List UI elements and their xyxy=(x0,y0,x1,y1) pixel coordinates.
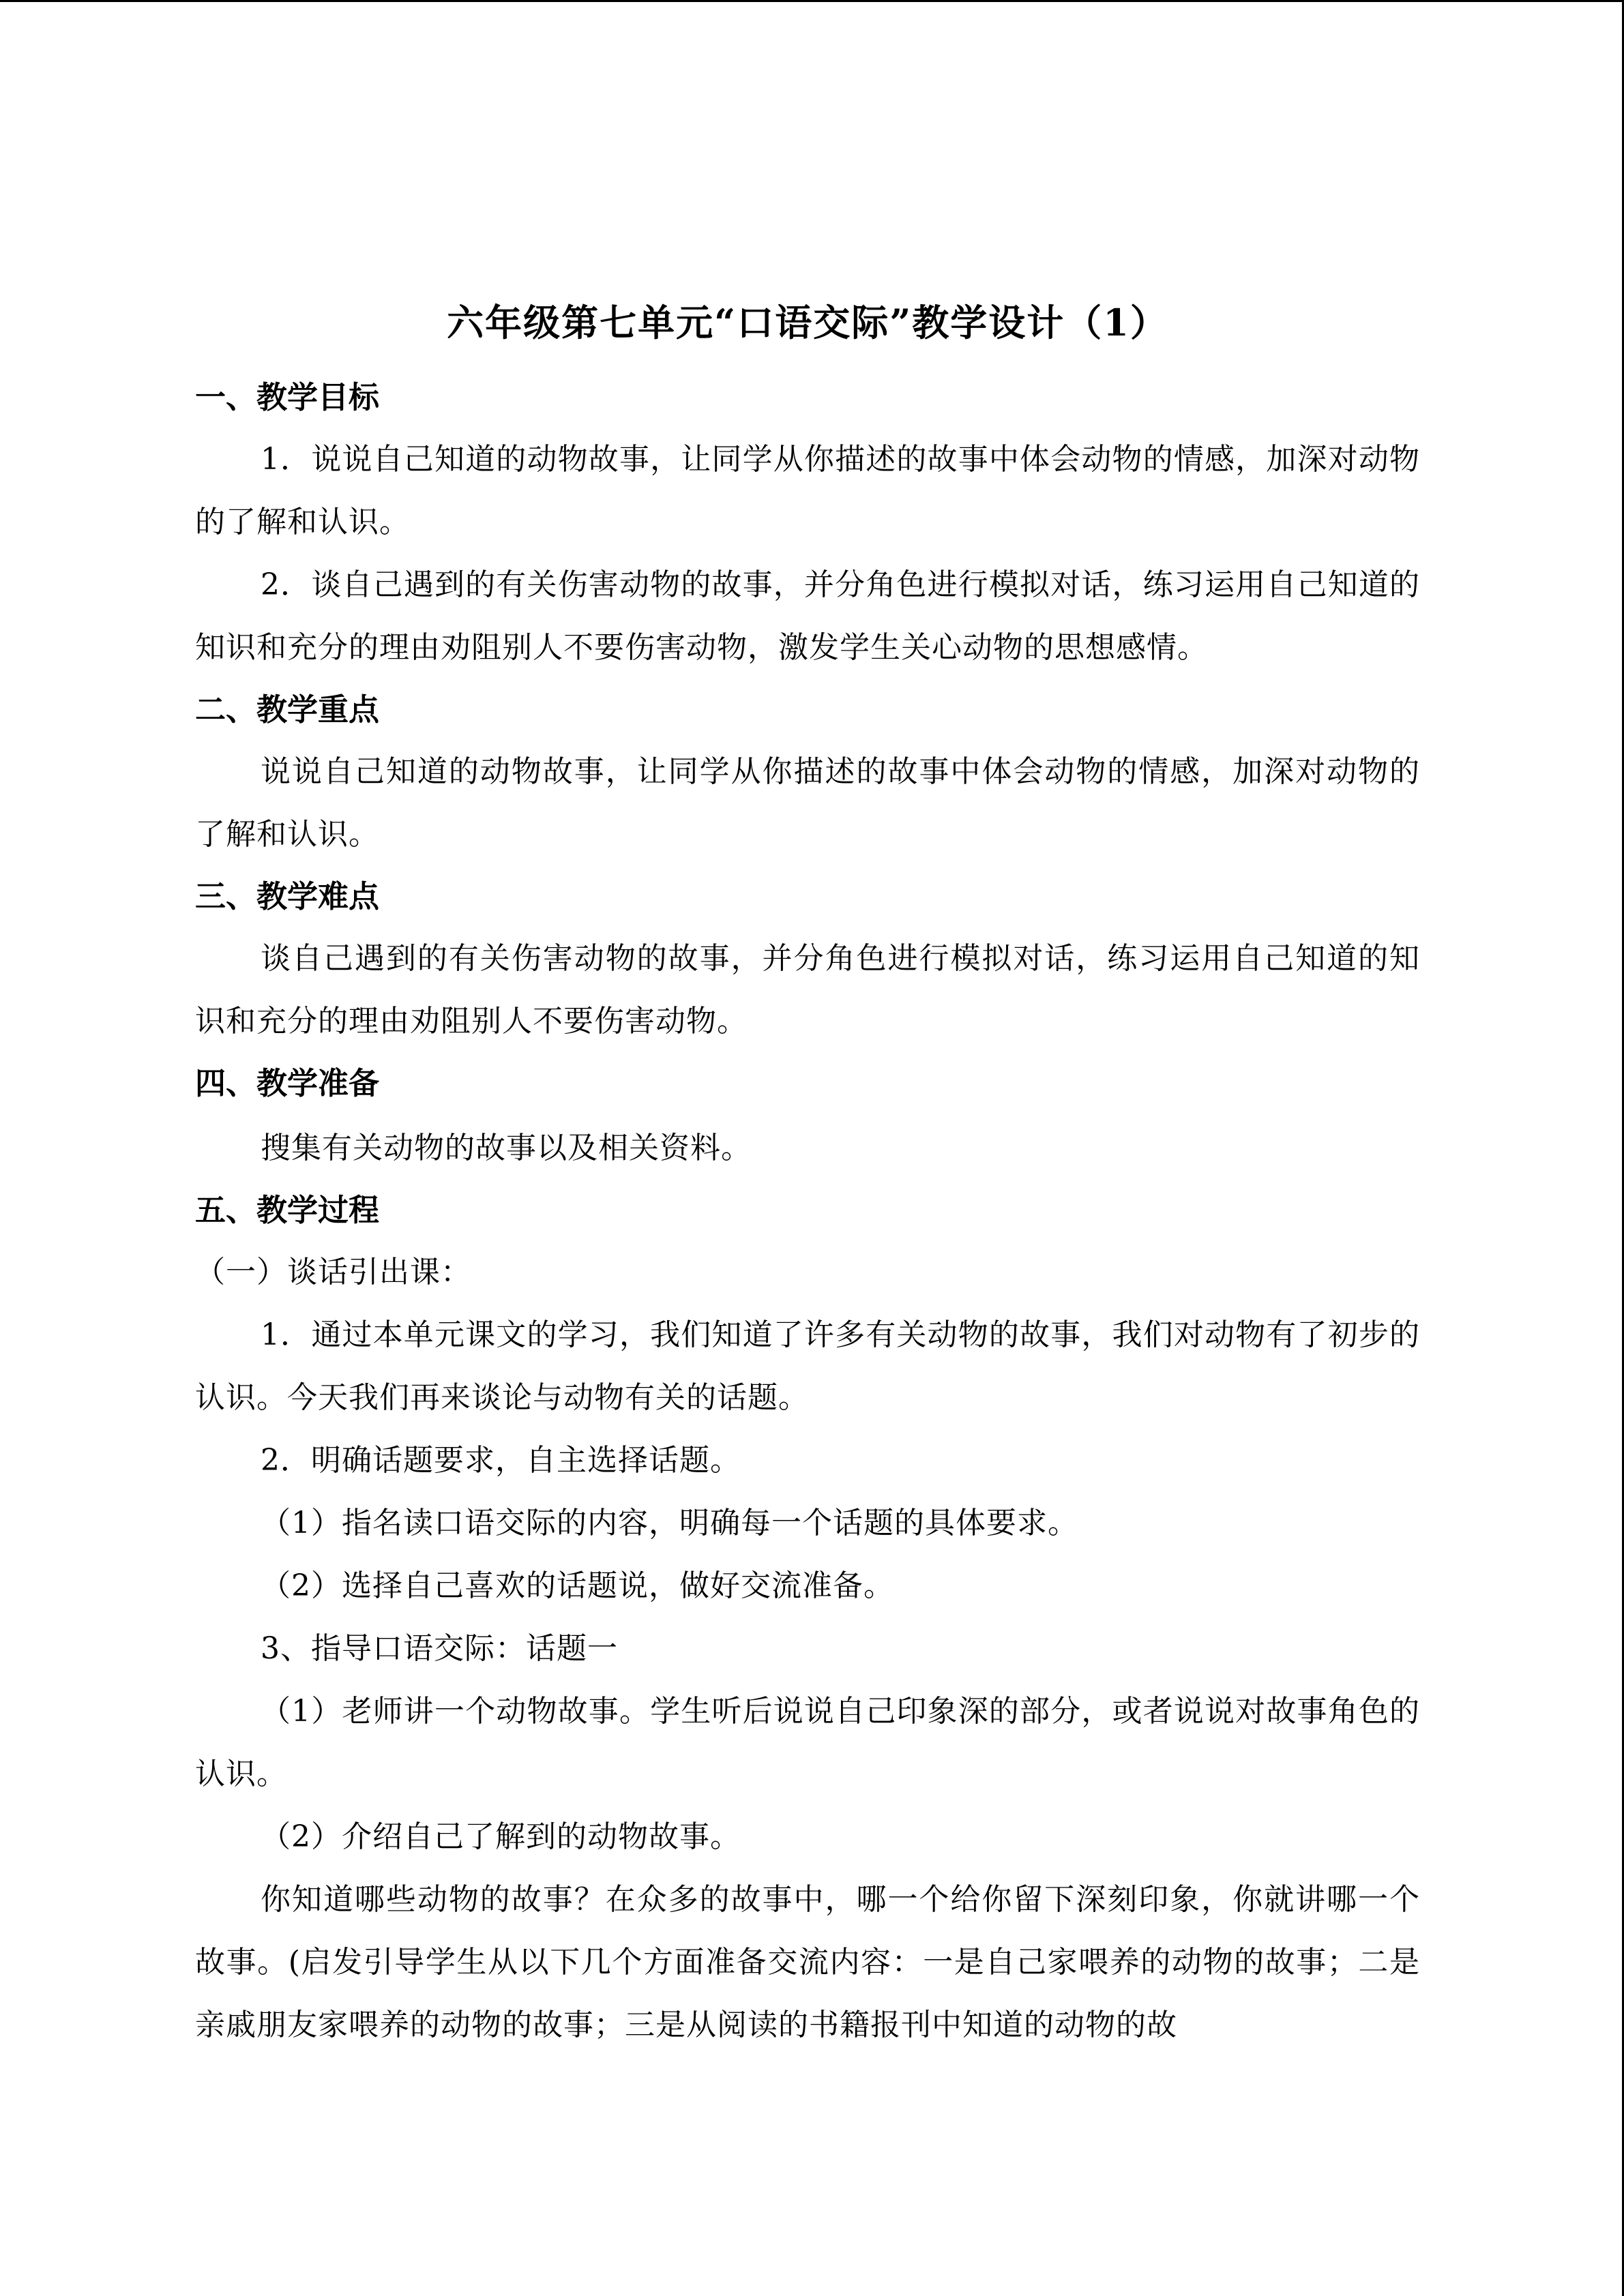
section-heading-key-points: 二、教学重点 xyxy=(195,691,380,728)
process-paragraph-2-2: （2）选择自己喜欢的话题说，做好交流准备。 xyxy=(261,1568,894,1603)
document-body xyxy=(195,292,1420,2057)
process-paragraph-4: 你知道哪些动物的故事？在众多的故事中，哪一个给你留下深刻印象，你就讲哪一个故事。(启发引导学生从以下几个方面准备交流内容：一是自己家喂养的动物的故事；二是亲戚朋友家喂养的动物的故事；三是从阅读的书籍报刊中知道的动物的故 xyxy=(195,1882,1420,2042)
section-heading-preparation: 四、教学准备 xyxy=(195,1065,380,1101)
preparation-text: 搜集有关动物的故事以及相关资料。 xyxy=(261,1131,752,1165)
process-paragraph-3-2: （2）介绍自己了解到的动物故事。 xyxy=(261,1819,741,1854)
process-paragraph-1: 1．通过本单元课文的学习，我们知道了许多有关动物的故事，我们对动物有了初步的认识。今天我们再来谈论与动物有关的话题。 xyxy=(195,1317,1420,1415)
difficulties-text: 谈自己遇到的有关伤害动物的故事，并分角色进行模拟对话，练习运用自己知道的知识和充分的理由劝阻别人不要伤害动物。 xyxy=(195,941,1420,1039)
section-heading-process: 五、教学过程 xyxy=(195,1192,380,1228)
process-paragraph-2: 2．明确话题要求，自主选择话题。 xyxy=(261,1443,741,1478)
page-border-top xyxy=(0,0,1624,2)
section-heading-difficulties: 三、教学难点 xyxy=(195,878,380,914)
page-title: 六年级第七单元“口语交际”教学设计（1） xyxy=(447,301,1168,344)
process-subheading: （一）谈话引出课： xyxy=(195,1255,471,1289)
goal-item-1: 1．说说自己知道的动物故事，让同学从你描述的故事中体会动物的情感，加深对动物的了解和认识。 xyxy=(195,442,1420,539)
process-paragraph-3: 3、指导口语交际：话题一 xyxy=(261,1631,618,1666)
goal-item-2: 2．谈自己遇到的有关伤害动物的故事，并分角色进行模拟对话，练习运用自己知道的知识和充分的理由劝阻别人不要伤害动物，激发学生关心动物的思想感情。 xyxy=(195,567,1420,665)
section-heading-goals: 一、教学目标 xyxy=(195,379,380,415)
key-points-text: 说说自己知道的动物故事，让同学从你描述的故事中体会动物的情感，加深对动物的了解和认识。 xyxy=(195,754,1420,852)
process-paragraph-3-1: （1）老师讲一个动物故事。学生听后说说自己印象深的部分，或者说说对故事角色的认识。 xyxy=(195,1694,1420,1791)
process-paragraph-2-1: （1）指名读口语交际的内容，明确每一个话题的具体要求。 xyxy=(261,1506,1078,1540)
